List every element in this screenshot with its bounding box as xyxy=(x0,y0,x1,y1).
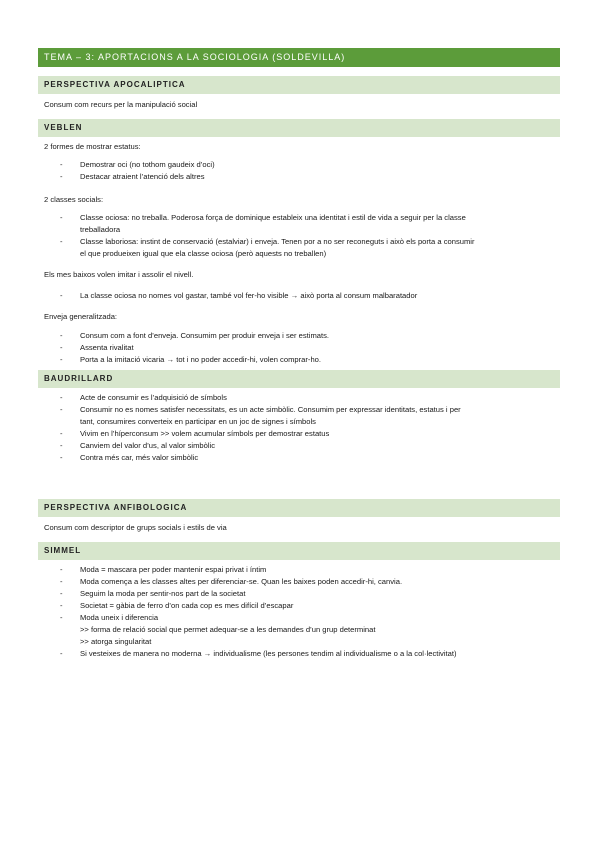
veblen-list xyxy=(38,212,560,260)
list-item-continuation: el que produeixen igual que ela classe ociosa (però aquests no treballen) xyxy=(80,249,327,258)
list-item: - Acte de consumir es l’adquisició de símbols xyxy=(60,393,227,402)
list-item: - Consumir no es nomes satisfer necessitats, es un acte simbòlic. Consumim per expressar identitats, estatus i per xyxy=(60,405,461,414)
list-item: - Classe ociosa: no treballa. Poderosa força de dominique estableix una identitat i estil de vida a seguir per la classe xyxy=(60,213,466,222)
veblen-paragraph: Enveja generalitzada: xyxy=(44,312,118,321)
list-item: - Destacar atraient l’atenció dels altres xyxy=(60,172,205,181)
list-item: - Moda = mascara per poder mantenir espai privat i íntim xyxy=(60,565,267,574)
list-item-continuation: treballadora xyxy=(80,225,121,234)
list-item: - Classe laboriosa: instint de conservació (estalviar) i enveja. Tenen por a no ser reconeguts i això els porta a consumir xyxy=(60,237,475,246)
list-item-continuation: >> forma de relació social que permet adequar-se a les demandes d’un grup determinat xyxy=(80,625,376,634)
veblen-paragraph: Els mes baixos volen imitar i assolir el nivell. xyxy=(44,270,194,279)
anfibologica-intro: Consum com descriptor de grups socials i estils de via xyxy=(44,523,227,532)
section-heading-anfibologica: PERSPECTIVA ANFIBOLOGICA xyxy=(38,499,560,517)
veblen-list xyxy=(38,330,560,366)
document-page xyxy=(38,48,560,660)
veblen-paragraph: 2 classes socials: xyxy=(44,195,104,204)
veblen-list xyxy=(38,290,560,302)
list-item: - Assenta rivalitat xyxy=(60,343,134,352)
list-item: - Contra més car, més valor simbòlic xyxy=(60,453,199,462)
veblen-paragraph: 2 formes de mostrar estatus: xyxy=(44,142,141,151)
list-item: - Consum com a font d’enveja. Consumim per produir enveja i ser estimats. xyxy=(60,331,330,340)
document-title: TEMA – 3: APORTACIONS A LA SOCIOLOGIA (SOLDEVILLA) xyxy=(38,48,560,67)
list-item: - Moda comença a les classes altes per diferenciar-se. Quan les baixes poden accedir-hi, canvia. xyxy=(60,577,403,586)
list-item: - Si vesteixes de manera no moderna → individualisme (les persones tendim al individualisme o a la col·lectivitat) xyxy=(60,649,457,658)
list-item: - Seguim la moda per sentir-nos part de la societat xyxy=(60,589,246,598)
section-heading-veblen: VEBLEN xyxy=(38,119,560,137)
list-item: - Porta a la imitació vicaria → tot i no poder accedir-hi, volen comprar-ho. xyxy=(60,355,321,364)
section-heading-apocaliptica: PERSPECTIVA APOCALIPTICA xyxy=(38,76,560,94)
list-item-continuation: >> atorga singularitat xyxy=(80,637,152,646)
list-item: - Moda uneix i diferencia xyxy=(60,613,159,622)
apocaliptica-intro: Consum com recurs per la manipulació social xyxy=(44,100,198,109)
list-item-continuation: tant, consumires converteix en participar en un joc de signes i símbols xyxy=(80,417,316,426)
list-item: - Societat = gàbia de ferro d’on cada cop es mes difícil d’escapar xyxy=(60,601,294,610)
list-item: - Canviem del valor d’us, al valor simbòlic xyxy=(60,441,216,450)
list-item: - La classe ociosa no nomes vol gastar, també vol fer-ho visible → això porta al consum malbaratador xyxy=(60,291,418,300)
veblen-list xyxy=(38,159,560,183)
baudrillard-list xyxy=(38,392,560,464)
list-item: - Vivim en l’híperconsum >> volem acumular símbols per demostrar estatus xyxy=(60,429,330,438)
simmel-list xyxy=(38,564,560,660)
section-heading-simmel: SIMMEL xyxy=(38,542,560,560)
list-item: - Demostrar oci (no tothom gaudeix d’oci) xyxy=(60,160,215,169)
section-heading-baudrillard: BAUDRILLARD xyxy=(38,370,560,388)
